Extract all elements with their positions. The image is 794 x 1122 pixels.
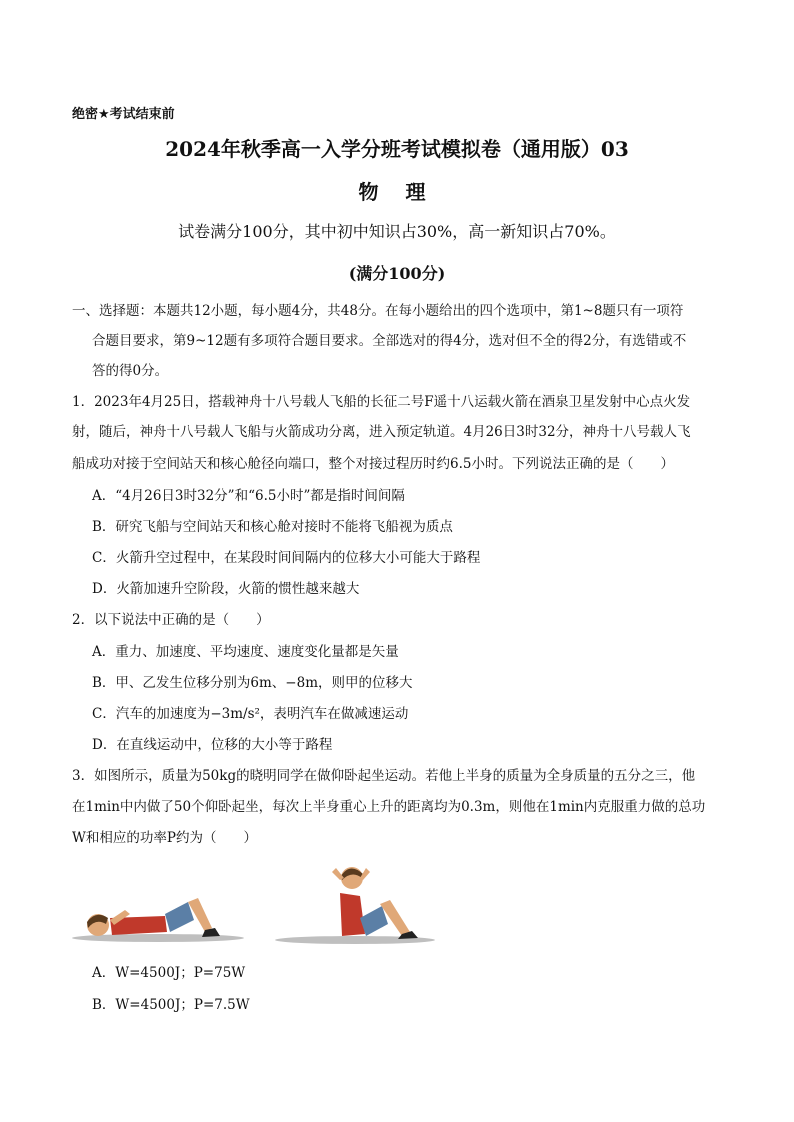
subject-title: 物 理 bbox=[358, 180, 436, 204]
question-3-stem: 3．如图所示，质量为50kg的晓明同学在做仰卧起坐运动。若他上半身的质量为全身质量的五分之三，他 bbox=[72, 768, 696, 784]
question-1-stem: 船成功对接于空间站天和核心舱径向端口，整个对接过程历时约6.5小时。下列说法正确的是（ ） bbox=[72, 456, 674, 472]
question-1-option-b: B．研究飞船与空间站天和核心舱对接时不能将飞船视为质点 bbox=[92, 519, 453, 535]
question-1-option-d: D．火箭加速升空阶段，火箭的惯性越来越大 bbox=[92, 581, 360, 597]
section-instructions-line: 合题目要求，第9~12题有多项符合题目要求。全部选对的得4分，选对但不全的得2分，有选错或不 bbox=[92, 333, 687, 349]
question-2-option-c: C．汽车的加速度为−3m/s²，表明汽车在做减速运动 bbox=[92, 706, 409, 722]
question-2-option-b: B．甲、乙发生位移分别为6m、−8m，则甲的位移大 bbox=[92, 675, 413, 691]
question-2-option-a: A．重力、加速度、平均速度、速度变化量都是矢量 bbox=[92, 644, 399, 660]
confidential-label: 绝密★考试结束前 bbox=[72, 107, 175, 122]
question-2-stem: 2．以下说法中正确的是（ ） bbox=[72, 612, 270, 628]
question-1-stem: 1．2023年4月25日，搭载神舟十八号载人飞船的长征二号F遥十八运载火箭在酒泉卫星发射中心点火发 bbox=[72, 394, 691, 410]
question-3-option-a: A．W=4500J；P=75W bbox=[92, 965, 246, 981]
full-score: (满分100分) bbox=[348, 264, 446, 283]
section-instructions-line: 答的得0分。 bbox=[92, 363, 169, 379]
situp-lying-figure bbox=[70, 880, 245, 950]
score-note: 试卷满分100分，其中初中知识占30%，高一新知识占70%。 bbox=[178, 222, 616, 241]
question-1-option-a: A．“4月26日3时32分”和“6.5小时”都是指时间间隔 bbox=[92, 488, 405, 504]
question-3-stem: W和相应的功率P约为（ ） bbox=[72, 830, 257, 846]
question-1-option-c: C．火箭升空过程中，在某段时间间隔内的位移大小可能大于路程 bbox=[92, 550, 481, 566]
question-3-option-b: B．W=4500J；P=7.5W bbox=[92, 997, 250, 1013]
situp-sitting-figure bbox=[270, 858, 435, 948]
question-3-stem: 在1min中内做了50个仰卧起坐，每次上半身重心上升的距离均为0.3m，则他在1min内克服重力做的总功 bbox=[72, 799, 706, 815]
section-instructions-line: 一、选择题：本题共12小题，每小题4分，共48分。在每小题给出的四个选项中，第1~8题只有一项符 bbox=[72, 303, 684, 319]
question-2-option-d: D．在直线运动中，位移的大小等于路程 bbox=[92, 737, 333, 753]
exam-title: 2024年秋季高一入学分班考试模拟卷（通用版）03 bbox=[165, 137, 629, 161]
question-1-stem: 射，随后，神舟十八号载人飞船与火箭成功分离，进入预定轨道。4月26日3时32分，神舟十八号载人飞 bbox=[72, 424, 691, 440]
